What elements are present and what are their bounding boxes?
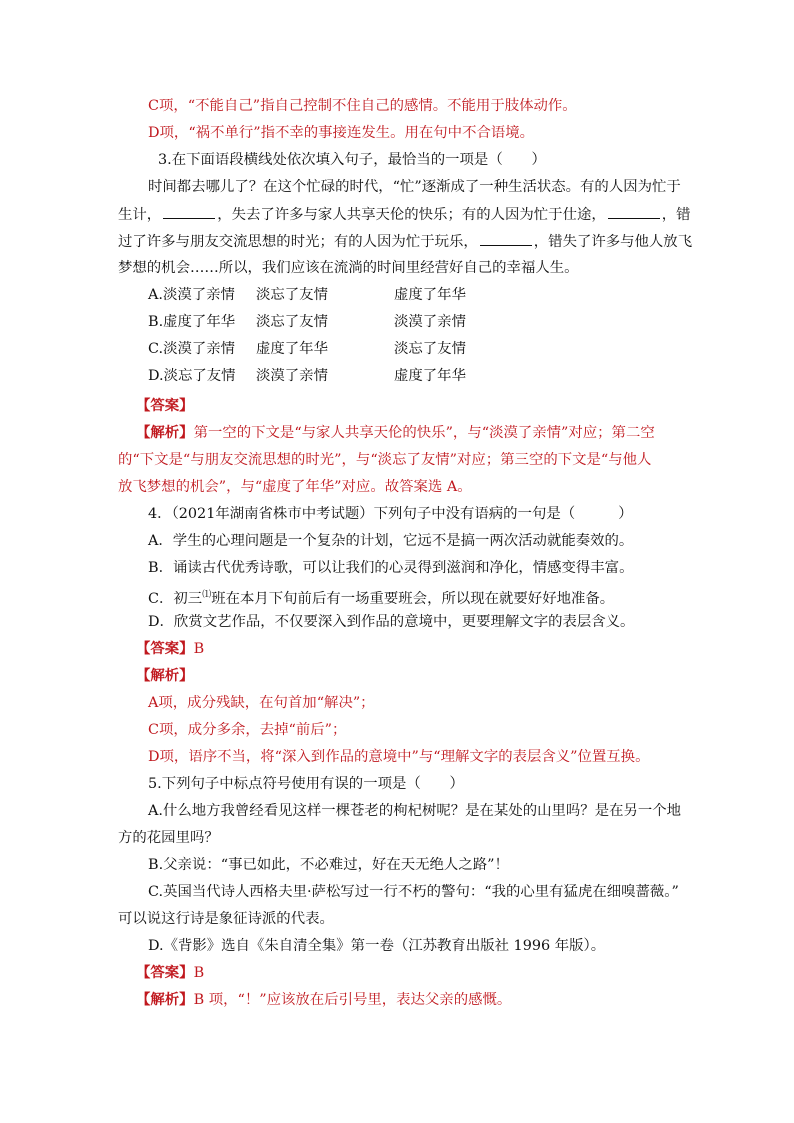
analysis-text: 第一空的下文是“与家人共享天伦的快乐”，与“淡漠了亲情”对应；第二空 xyxy=(193,425,655,441)
option-cell: 虚度了年华 xyxy=(394,368,466,384)
q3-text: 过了许多与朋友交流思想的时光；有的人因为忙于玩乐， xyxy=(118,234,478,250)
q4-answer xyxy=(136,639,204,659)
q4-c-note: C项，成分多余，去掉“前后”； xyxy=(148,722,347,738)
q5-option-b: B.父亲说：“事已如此，不必难过，好在天无绝人之路”！ xyxy=(148,857,509,873)
q4-option-d: D．欣赏文艺作品，不仅要深入到作品的意境中，更要理解文字的表层含义。 xyxy=(148,614,635,630)
answer-label: 【答案】 xyxy=(136,964,194,981)
q4-stem: 4．（2021年湖南省株市中考试题）下列句子中没有语病的一句是（ ） xyxy=(148,506,633,522)
option-cell: 淡忘了友情 xyxy=(394,341,466,357)
option-cell: 淡漠了亲情 xyxy=(256,368,328,384)
analysis-text: B 项，“！”应该放在后引号里，表达父亲的感慨。 xyxy=(193,992,512,1008)
option-cell: B.虚度了年华 xyxy=(148,314,236,330)
option-cell: 淡漠了亲情 xyxy=(394,314,466,330)
q4-option-c xyxy=(148,585,614,605)
option-cell: D.淡忘了友情 xyxy=(148,368,236,384)
q3-option-b xyxy=(148,312,466,332)
q3-option-d xyxy=(148,366,466,386)
q3-analysis-line-2: 的“下文是“与朋友交流思想的时光”，与“淡忘了友情”对应；第三空的下文是“与他人 xyxy=(118,452,652,468)
option-cell: 淡忘了友情 xyxy=(256,287,328,303)
q5-answer xyxy=(136,963,204,983)
q3-passage-line-4: 梦想的机会……所以，我们应该在流淌的时间里经营好自己的幸福人生。 xyxy=(118,260,579,276)
q3-passage-line-2 xyxy=(118,204,691,224)
q3-option-c xyxy=(148,339,466,359)
blank-2 xyxy=(608,204,660,219)
q4-d-note: D项，语序不当，将“深入到作品的意境中”与“理解文字的表层含义”位置互换。 xyxy=(148,749,650,765)
q4-option-a: A．学生的心理问题是一个复杂的计划，它远不是搞一两次活动就能奏效的。 xyxy=(148,533,634,549)
option-cell: C.淡漠了亲情 xyxy=(148,341,236,357)
answer-value: B xyxy=(193,965,205,981)
q5-option-d: D.《背影》选自《朱自清全集》第一卷（江苏教育出版社 1996 年版）。 xyxy=(148,938,606,954)
q4-option-b: B．诵读古代优秀诗歌，可以让我们的心灵得到滋润和净化，情感变得丰富。 xyxy=(148,560,634,576)
blank-1 xyxy=(163,204,215,219)
q3-text: ，错失了许多与他人放飞 xyxy=(533,234,693,250)
d-note: D项，“祸不单行”指不幸的事接连发生。用在句中不合语境。 xyxy=(148,125,535,141)
q4-analysis-label: 【解析】 xyxy=(136,667,194,684)
q3-stem: 3.在下面语段横线处依次填入句子，最恰当的一项是（ ） xyxy=(158,152,546,168)
answer-label: 【答案】 xyxy=(136,640,194,657)
q3-analysis-line-1 xyxy=(136,423,655,443)
q5-option-c-line-2: 可以说这行诗是象征诗派的代表。 xyxy=(118,911,334,927)
q3-text: ，失去了许多与家人共享天伦的快乐；有的人因为忙于仕途， xyxy=(217,207,606,223)
option-cell: 虚度了年华 xyxy=(256,341,328,357)
answer-value: B xyxy=(193,641,205,657)
q3-passage-line-1: 时间都去哪儿了？在这个忙碌的时代，“忙”逐渐成了一种生活状态。有的人因为忙于 xyxy=(148,179,681,195)
q3-option-a xyxy=(148,285,466,305)
q3-text: ，错 xyxy=(661,207,691,223)
q3-analysis-line-3: 放飞梦想的机会”，与“虚度了年华”对应。故答案选 A。 xyxy=(118,479,472,495)
analysis-label: 【解析】 xyxy=(136,991,194,1008)
option-cell: A.淡漠了亲情 xyxy=(148,287,235,303)
q4-a-note: A项，成分残缺，在句首加“解决”； xyxy=(148,695,375,711)
blank-3 xyxy=(480,231,532,246)
c-note: C项，“不能自己”指自己控制不住自己的感情。不能用于肢体动作。 xyxy=(148,98,577,114)
class-number: ⑴ xyxy=(202,590,212,600)
option-text: C．初三 xyxy=(148,590,203,607)
q5-stem: 5.下列句子中标点符号使用有误的一项是（ ） xyxy=(148,776,464,792)
q5-option-c-line-1: C.英国当代诗人西格夫里·萨松写过一行不朽的警句：“我的心里有猛虎在细嗅蔷薇。” xyxy=(148,884,679,900)
q3-passage-line-3 xyxy=(118,231,692,251)
q3-answer-label: 【答案】 xyxy=(136,397,194,414)
q5-analysis xyxy=(136,990,511,1010)
q5-option-a-line-1: A.什么地方我曾经看见这样一棵苍老的枸杞树呢？是在某处的山里吗？是在另一个地 xyxy=(148,803,682,819)
analysis-label: 【解析】 xyxy=(136,424,194,441)
q3-text: 生计， xyxy=(118,207,162,223)
option-cell: 淡忘了友情 xyxy=(256,314,328,330)
option-text: 班在本月下旬前后有一场重要班会，所以现在就要好好地准备。 xyxy=(211,590,615,607)
q5-option-a-line-2: 方的花园里吗？ xyxy=(118,830,219,846)
option-cell: 虚度了年华 xyxy=(394,287,466,303)
